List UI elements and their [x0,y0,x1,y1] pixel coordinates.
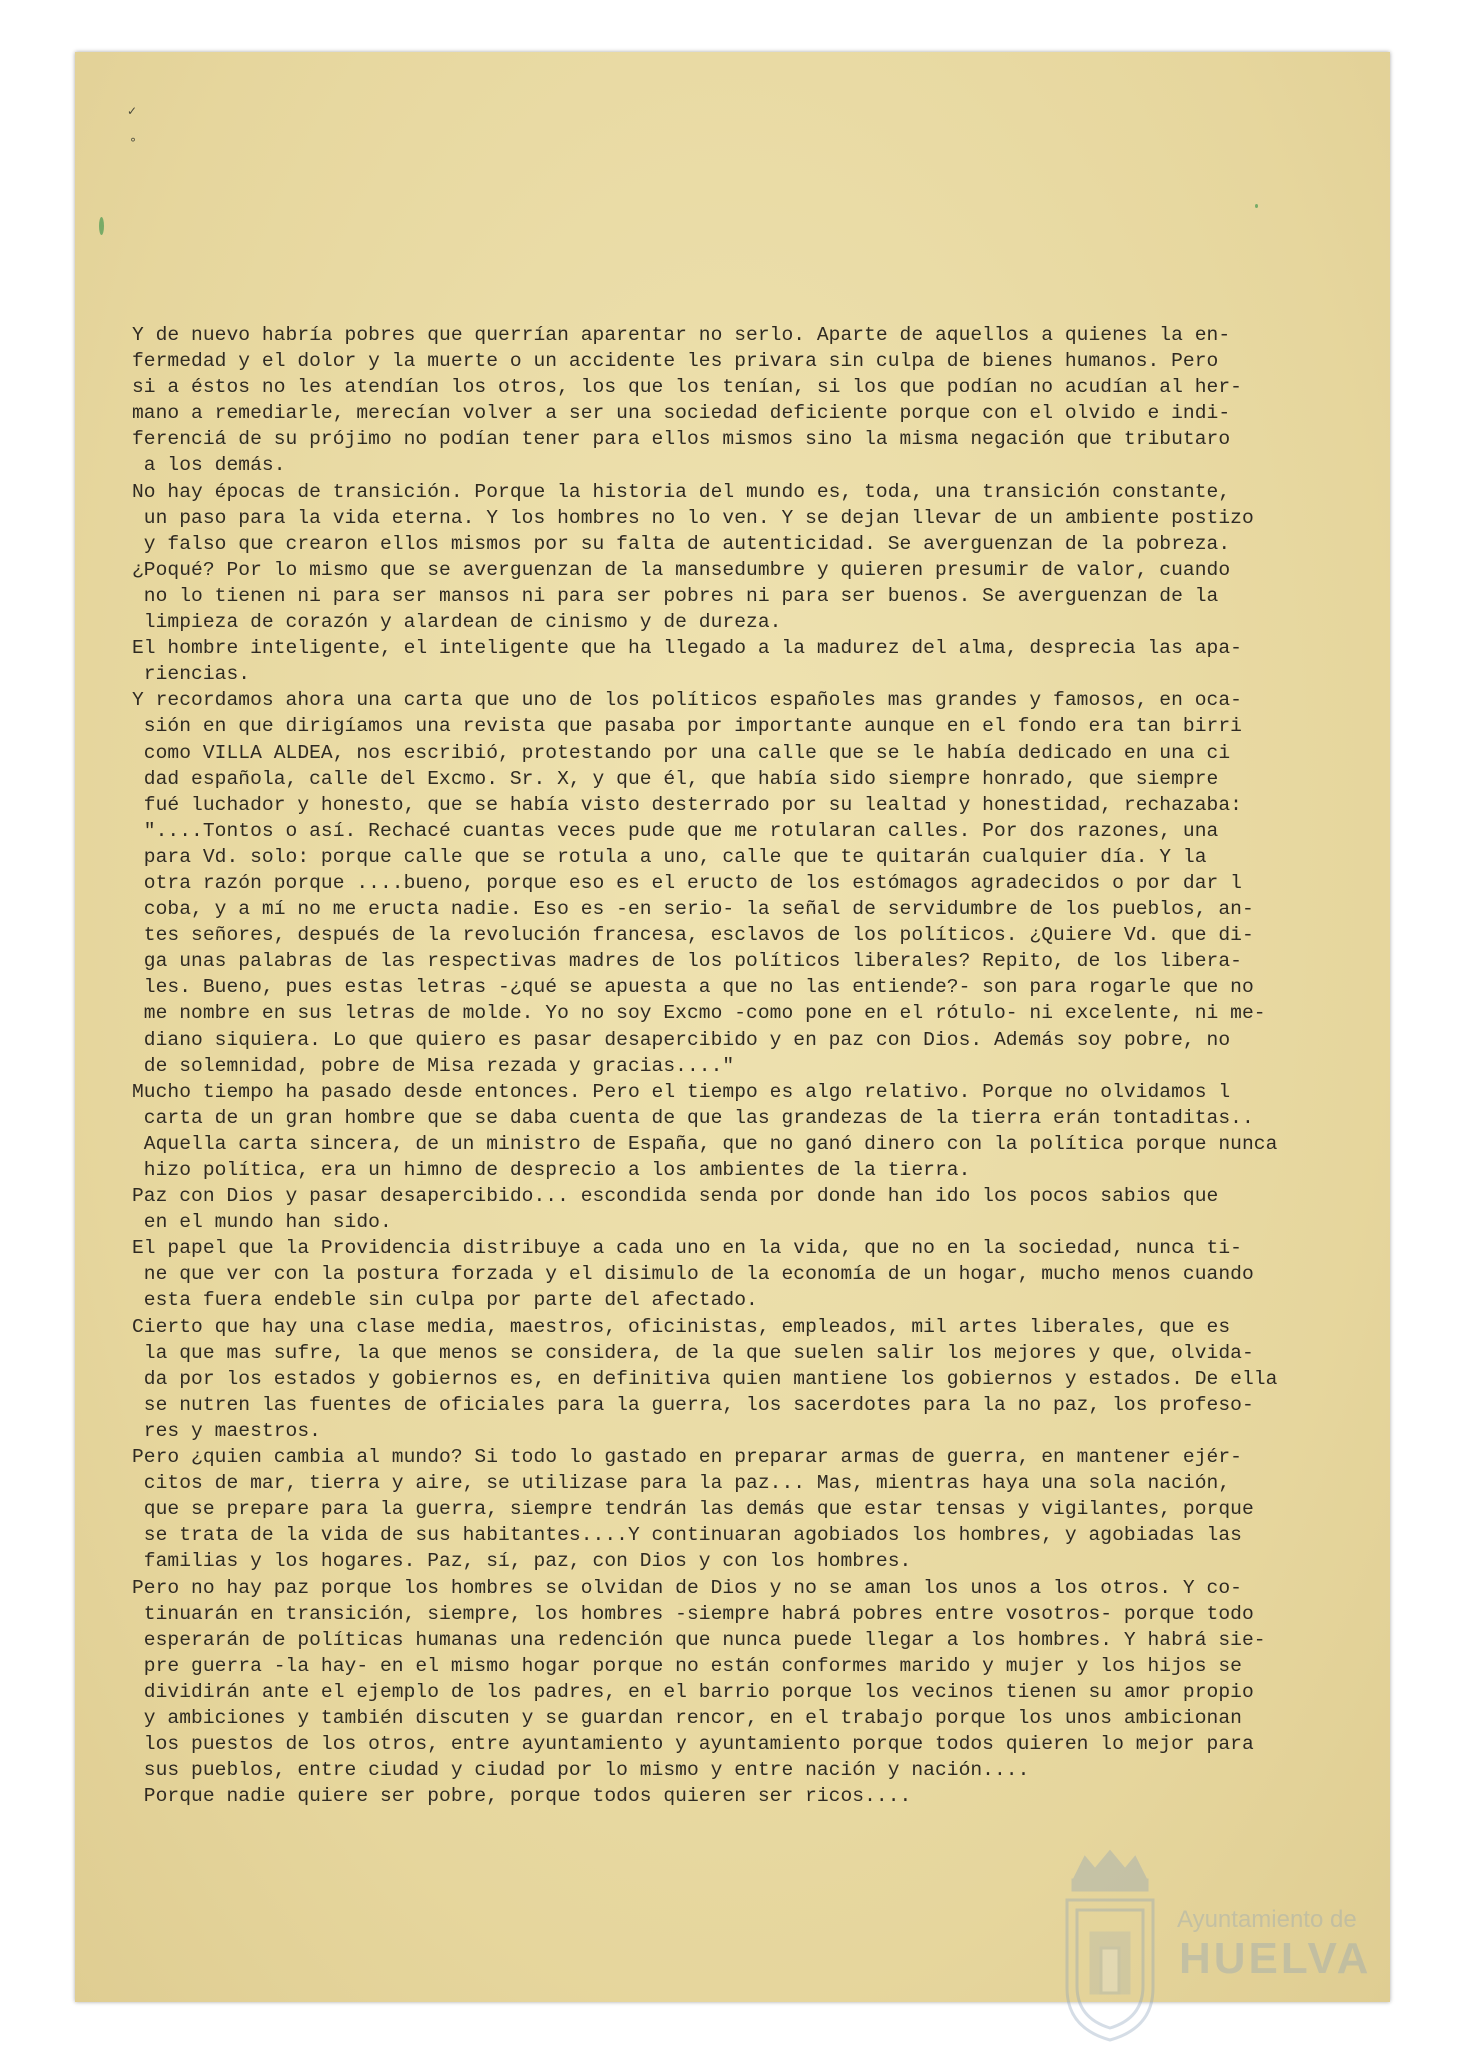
text-line: carta de un gran hombre que se daba cuenta de que las grandezas de la tierra erán tontaditas.. [132,1106,1254,1129]
text-line: El hombre inteligente, el inteligente que ha llegado a la madurez del alma, desprecia las apa- [132,637,1242,660]
text-line: Paz con Dios y pasar desapercibido... escondida senda por donde han ido los pocos sabios que [132,1185,1219,1208]
watermark-line-2: HUELVA [1179,1934,1372,1983]
text-line: la que mas sufre, la que menos se considera, de la que suelen salir los mejores y que, olvida- [132,1341,1254,1364]
text-line: de solemnidad, pobre de Misa rezada y gracias...." [132,1054,735,1077]
text-line: riencias. [132,663,251,686]
typed-page [75,52,1390,2002]
text-line: limpieza de corazón y alardean de cinismo y de dureza. [132,611,782,634]
green-ink-stain [99,217,104,235]
text-line: si a éstos no les atendían los otros, los que los tenían, si los que podían no acudían al her- [132,376,1242,399]
text-line: Aquella carta sincera, de un ministro de España, que no ganó dinero con la política porque nunca [132,1132,1278,1155]
text-line: ga unas palabras de las respectivas madres de los políticos liberales? Repito, de los libera- [132,950,1242,973]
text-line: los puestos de los otros, entre ayuntamiento y ayuntamiento porque todos quieren lo mejor para [132,1733,1254,1756]
green-ink-dot [1255,204,1258,208]
text-line: sus pueblos, entre ciudad y ciudad por lo mismo y entre nación y nación.... [132,1759,1030,1782]
text-line: ¿Poqué? Por lo mismo que se averguenzan de la mansedumbre y quieren presumir de valor, cuando [132,558,1231,581]
watermark-line-1: Ayuntamiento de [1177,1906,1357,1933]
text-line: tinuarán en transición, siempre, los hombres -siempre habrá pobres entre vosotros- porque todo [132,1602,1254,1625]
text-line: y ambiciones y también discuten y se guardan rencor, en el trabajo porque los unos ambicionan [132,1706,1242,1729]
text-line: tes señores, después de la revolución francesa, esclavos de los políticos. ¿Quiere Vd. que di- [132,924,1254,947]
text-line: hizo política, era un himno de desprecio a los ambientes de la tierra. [132,1159,971,1181]
text-line: pre guerra -la hay- en el mismo hogar porque no están conformes marido y mujer y los hijos se [132,1654,1242,1677]
text-line: ferenciá de su prójimo no podían tener para ellos mismos sino la misma negación que tributaro [132,428,1231,451]
text-line: res y maestros. [132,1419,321,1442]
text-line: dad española, calle del Excmo. Sr. X, y que él, que había sido siempre honrado, que siempre [132,767,1219,790]
text-line: "....Tontos o así. Rechacé cuantas veces pude que me rotularan calles. Por dos razones, una [132,819,1219,842]
text-line: para Vd. solo: porque calle que se rotula a uno, calle que te quitarán cualquier día. Y la [132,845,1207,868]
text-line: les. Bueno, pues estas letras -¿qué se apuesta a que no las entiende?- son para rogarle que no [132,976,1254,999]
text-line: esta fuera endeble sin culpa por parte del afectado. [132,1289,758,1312]
text-line: ne que ver con la postura forzada y el disimulo de la economía de un hogar, mucho menos cuando [132,1263,1254,1286]
text-line: citos de mar, tierra y aire, se utilizase para la paz... Mas, mientras haya una sola nación, [132,1472,1231,1495]
text-line: otra razón porque ....bueno, porque eso es el eructo de los estómagos agradecidos o por dar l [132,871,1242,894]
text-line: no lo tienen ni para ser mansos ni para ser pobres ni para ser buenos. Se averguenzan de la [132,584,1219,607]
text-line: El papel que la Providencia distribuye a cada uno en la vida, que no en la sociedad, nunca ti- [132,1237,1242,1260]
text-line: Y recordamos ahora una carta que uno de los políticos españoles mas grandes y famosos, en oca- [132,689,1242,712]
text-line: como VILLA ALDEA, nos escribió, protestando por una calle que se le había dedicado en una ci [132,741,1231,764]
text-line: familias y los hogares. Paz, sí, paz, con Dios y con los hombres. [132,1550,912,1573]
typed-text-body [132,322,1357,1809]
text-line: dividirán ante el ejemplo de los padres, en el barrio porque los vecinos tienen su amor propio [132,1680,1254,1703]
coat-of-arms-icon [1055,1848,1165,2044]
text-line: y falso que crearon ellos mismos por su falta de autenticidad. Se averguenzan de la pobreza. [132,532,1231,555]
text-line: fué luchador y honesto, que se había visto desterrado por su lealtad y honestidad, rechazaba: [132,793,1242,816]
text-line: diano siquiera. Lo que quiero es pasar desapercibido y en paz con Dios. Además soy pobre, no [132,1028,1231,1051]
text-line: se nutren las fuentes de oficiales para la guerra, los sacerdotes para la no paz, los profeso- [132,1393,1254,1416]
small-ring-mark: ° [130,136,136,150]
text-line: se trata de la vida de sus habitantes....Y continuaran agobiados los hombres, y agobiadas las [132,1524,1242,1547]
text-line: Pero ¿quien cambia al mundo? Si todo lo gastado en preparar armas de guerra, en mantener ejér- [132,1446,1242,1469]
text-line: un paso para la vida eterna. Y los hombres no lo ven. Y se dejan llevar de un ambiente postizo [132,506,1254,529]
text-line: Cierto que hay una clase media, maestros, oficinistas, empleados, mil artes liberales, que es [132,1315,1231,1338]
text-line: fermedad y el dolor y la muerte o un accidente les privara sin culpa de bienes humanos. Pero [132,350,1219,373]
text-line: a los demás. [132,454,286,477]
ayuntamiento-huelva-watermark [1055,1848,1385,2048]
text-line: No hay épocas de transición. Porque la historia del mundo es, toda, una transición constante, [132,480,1231,503]
text-line: Mucho tiempo ha pasado desde entonces. Pero el tiempo es algo relativo. Porque no olvidamos l [132,1080,1231,1103]
text-line: da por los estados y gobiernos es, en definitiva quien mantiene los gobiernos y estados. De ella [132,1367,1278,1390]
text-line: sión en que dirigíamos una revista que pasaba por importante aunque en el fondo era tan birri [132,715,1242,738]
text-line: Y de nuevo habría pobres que querrían aparentar no serlo. Aparte de aquellos a quienes la en- [132,324,1231,346]
text-line: mano a remediarle, merecían volver a ser una sociedad deficiente porque con el olvido e indi- [132,402,1231,425]
text-line: en el mundo han sido. [132,1211,392,1234]
text-line: Pero no hay paz porque los hombres se olvidan de Dios y no se aman los unos a los otros. Y co- [132,1576,1242,1599]
text-line: esperarán de políticas humanas una redención que nunca puede llegar a los hombres. Y habrá sie- [132,1628,1266,1651]
small-check-mark: ✓ [127,104,138,118]
text-line: coba, y a mí no me eructa nadie. Eso es -en serio- la señal de servidumbre de los pueblos, an- [132,898,1254,921]
text-line: me nombre en sus letras de molde. Yo no soy Excmo -como pone en el rótulo- ni excelente, ni me- [132,1002,1266,1025]
text-line: que se prepare para la guerra, siempre tendrán las demás que estar tensas y vigilantes, porque [132,1498,1254,1521]
text-line: Porque nadie quiere ser pobre, porque todos quieren ser ricos.... [132,1785,912,1808]
